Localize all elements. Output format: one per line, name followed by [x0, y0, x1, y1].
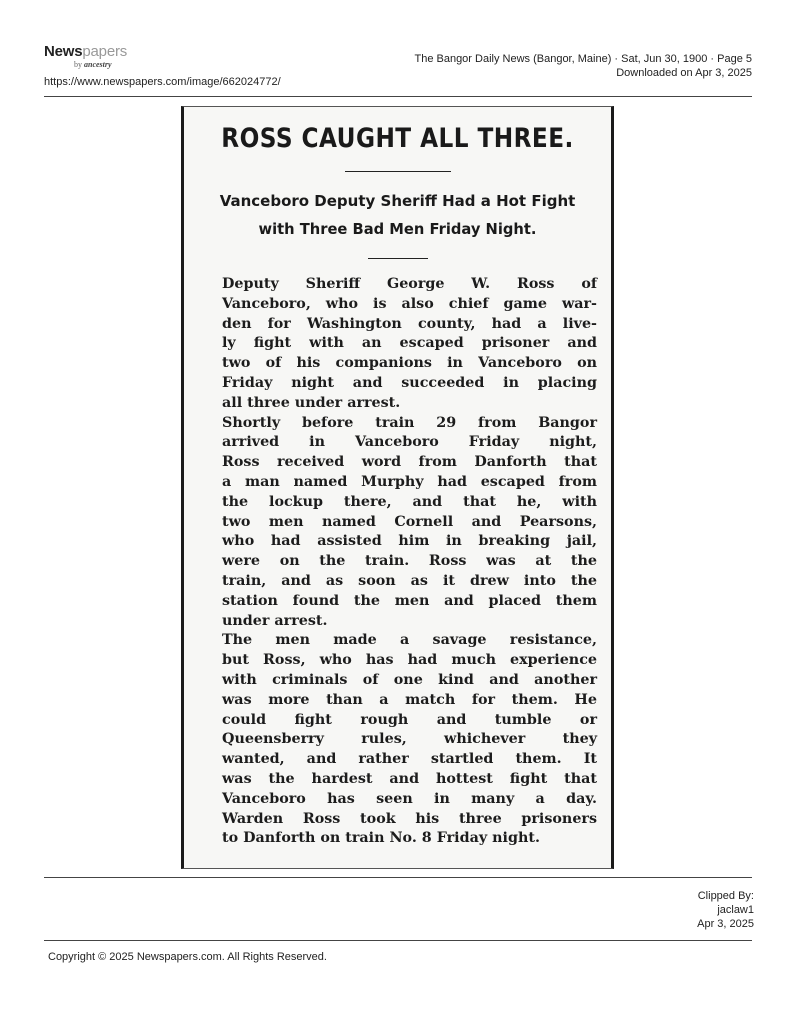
clipped-by-info — [697, 889, 754, 931]
text-line: two of his companions in Vanceboro on — [222, 355, 597, 372]
text-line: a man named Murphy had escaped from — [222, 473, 597, 490]
clipped-by-user[interactable]: jaclaw1 — [717, 904, 754, 916]
text-line: was the hardest and hottest fight that — [222, 770, 597, 787]
text-line: Deputy Sheriff George W. Ross of — [222, 276, 597, 292]
text-line: with criminals of one kind and another — [222, 671, 597, 688]
article-paragraph — [200, 631, 597, 849]
subhead-divider — [368, 258, 428, 259]
headline-divider — [345, 171, 451, 172]
header-divider — [44, 96, 752, 97]
article-headline: ROSS CAUGHT ALL THREE. — [221, 123, 574, 154]
text-line: ly fight with an escaped prisoner and — [222, 335, 597, 352]
subhead-line: with Three Bad Men Friday Night. — [258, 220, 537, 238]
text-line: station found the men and placed them — [222, 592, 597, 609]
copyright-divider — [44, 940, 752, 941]
text-line: arrived in Vanceboro Friday night, — [222, 434, 597, 451]
text-line: Vanceboro, who is also chief game war- — [222, 295, 597, 312]
clipped-date: Apr 3, 2025 — [697, 918, 754, 930]
text-line: train, and as soon as it drew into the — [222, 572, 597, 589]
download-date: Downloaded on Apr 3, 2025 — [616, 67, 752, 79]
text-line: The men made a savage resistance, — [222, 632, 597, 649]
image-url[interactable]: https://www.newspapers.com/image/662024772/ — [44, 76, 281, 88]
publication-title: The Bangor Daily News (Bangor, Maine) · Sat, Jun 30, 1900 · Page 5 — [414, 53, 752, 65]
logo-byline: by ancestry — [74, 60, 112, 69]
ancestry-logo: ancestry — [84, 60, 112, 69]
text-line: under arrest. — [222, 612, 328, 629]
text-line: the lockup there, and that he, with — [222, 493, 597, 510]
text-line: were on the train. Ross was at the — [222, 553, 597, 570]
article-subhead — [184, 187, 611, 243]
clipped-by-label: Clipped By: — [697, 890, 754, 902]
article-body — [200, 275, 597, 849]
text-line: who had assisted him in breaking jail, — [222, 533, 597, 550]
text-line: two men named Cornell and Pearsons, — [222, 513, 597, 530]
article-paragraph — [200, 275, 597, 414]
text-line: could fight rough and tumble or — [222, 711, 597, 728]
newspaper-clipping — [181, 106, 614, 869]
text-line: was more than a match for them. He — [222, 691, 597, 708]
text-line: to Danforth on train No. 8 Friday night. — [222, 830, 540, 847]
copyright-notice: Copyright © 2025 Newspapers.com. All Rights Reserved. — [48, 951, 327, 963]
logo-wordmark: Newspapers — [44, 43, 128, 60]
text-line: Friday night and succeeded in placing — [222, 374, 597, 391]
publication-info — [414, 52, 752, 80]
text-line: wanted, and rather startled them. It — [222, 751, 597, 768]
footer-divider — [44, 877, 752, 878]
text-line: den for Washington county, had a live- — [222, 315, 597, 332]
text-line: Shortly before train 29 from Bangor — [222, 414, 597, 431]
subhead-line: Vanceboro Deputy Sheriff Had a Hot Fight — [219, 192, 576, 210]
text-line: Queensberry rules, whichever they — [222, 731, 597, 748]
article-paragraph — [200, 414, 597, 632]
text-line: all three under arrest. — [222, 394, 401, 411]
text-line: Warden Ross took his three prisoners — [222, 810, 597, 827]
text-line: but Ross, who has had much experience — [222, 652, 597, 669]
text-line: Vanceboro has seen in many a day. — [222, 790, 597, 807]
text-line: Ross received word from Danforth that — [222, 454, 597, 471]
newspapers-logo — [44, 43, 164, 69]
